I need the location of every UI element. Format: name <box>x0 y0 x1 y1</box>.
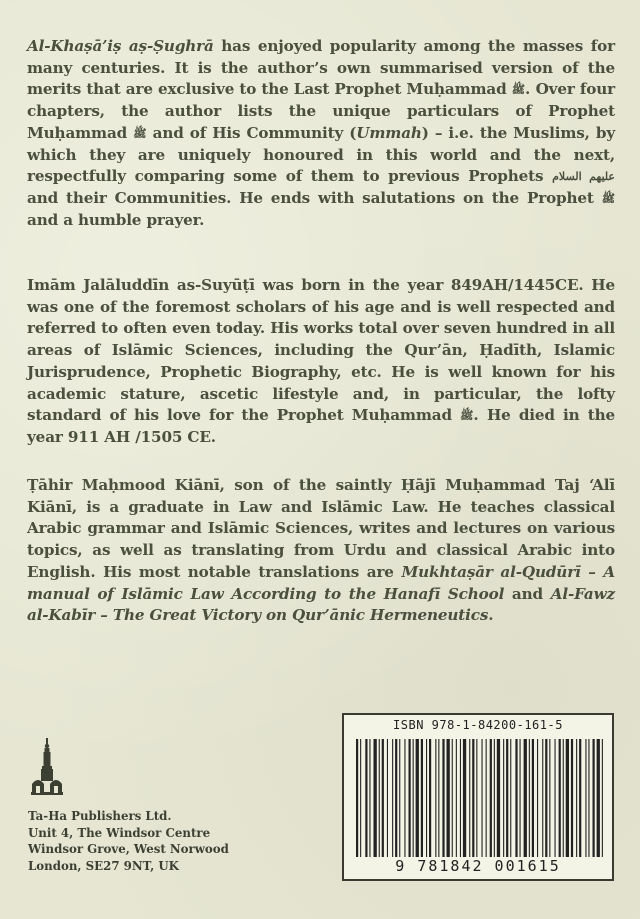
text-span: ) – i.e. the Muslims, by which they are uniquely honoured in this world and the next, respectfully comparing some of them to previous Prophets <box>27 123 615 186</box>
publisher-logo-icon <box>30 738 64 796</box>
address-line: London, SE27 9NT, UK <box>28 858 179 873</box>
barcode-bar <box>559 739 561 861</box>
barcode-bar <box>442 739 444 861</box>
salutation-glyph: ﷺ <box>460 409 474 423</box>
book-title-italic: Al-Fawz al-Kabīr – The Great Victory on Qur’ānic Hermeneutics <box>27 584 616 625</box>
barcode-bar <box>542 739 543 861</box>
publisher-address <box>28 808 229 874</box>
barcode-bar <box>566 739 569 861</box>
barcode-bar <box>463 739 466 861</box>
barcode-bar <box>497 739 500 861</box>
barcode-bar <box>369 739 370 861</box>
text-span: and <box>504 584 551 603</box>
barcode-bar <box>520 739 521 861</box>
book-description-paragraph <box>27 36 615 231</box>
barcode-bar <box>529 739 530 861</box>
text-span: . He died in the year 911 AH /1505 CE. <box>27 406 615 446</box>
barcode-bar <box>486 739 487 861</box>
barcode-bar <box>409 739 411 861</box>
barcode-bar <box>416 739 419 861</box>
barcode-bar <box>555 739 556 861</box>
barcode-bar <box>585 739 586 861</box>
isbn-number: 9 781842 001615 <box>344 857 612 875</box>
barcode-bar <box>490 739 492 861</box>
barcode-bar <box>563 739 564 861</box>
barcode-bar <box>476 739 477 861</box>
barcode-bar <box>435 739 436 861</box>
ummah-italic: Ummah <box>356 123 422 142</box>
address-line: Windsor Grove, West Norwood <box>28 842 229 857</box>
barcode-bar <box>494 739 495 861</box>
salutation-glyph: ﷺ <box>133 126 147 140</box>
barcode-bar <box>545 739 547 861</box>
barcode-bar <box>482 739 483 861</box>
barcode-bar <box>469 739 470 861</box>
barcode-bar <box>537 739 538 861</box>
barcode-bar <box>460 739 461 861</box>
barcode-bar <box>356 739 358 861</box>
isbn-label: ISBN 978-1-84200-161-5 <box>393 718 563 732</box>
barcode-bar <box>421 739 423 861</box>
barcode-bar <box>602 739 603 861</box>
barcode-bar <box>576 739 577 861</box>
barcode-bar <box>365 739 367 861</box>
barcode-bar <box>524 739 527 861</box>
barcode-bar <box>452 739 453 861</box>
address-line: Unit 4, The Windsor Centre <box>28 825 211 840</box>
text-span: has enjoyed popularity among the masses for many centuries. It is the author’s own summarised version of the merits that are exclusive to the Last Prophet Muḥammad <box>27 37 615 99</box>
text-span: Ṭāhir Maḥmood Kiānī, son of the saintly Ḥājī Muḥammad Taj ‘Alī Kiānī, is a graduate in Law and Islāmic Law. He teaches classical Arabic grammar and Islāmic Sciences, writes and lectures on various topics, as well as translating from Urdu and classical Arabic into English. His most notable translations are <box>27 476 615 581</box>
barcode-bar <box>506 739 508 861</box>
book-title-italic: Al-Khaṣā’iṣ aṣ-Ṣughrā <box>27 37 214 55</box>
barcode-bars <box>354 739 604 861</box>
author-bio-paragraph <box>27 275 615 449</box>
barcode-bar <box>588 739 589 861</box>
barcode-bar <box>472 739 474 861</box>
salutation-glyph: ﷺ <box>601 191 615 205</box>
barcode-bar <box>456 739 457 861</box>
barcode-bar <box>392 739 393 861</box>
salutation-glyph: ﷺ <box>511 83 526 97</box>
publisher-name: Ta-Ha Publishers Ltd. <box>28 809 172 823</box>
barcode-bar <box>549 739 550 861</box>
barcode-bar <box>399 739 400 861</box>
book-title-italic: Mukhtaṣār al-Qudūrī – A manual of Islāmic Law According to the Hanafī School <box>27 562 615 603</box>
barcode-bar <box>515 739 517 861</box>
barcode-bar <box>404 739 405 861</box>
barcode-bar <box>382 739 384 861</box>
barcode-bar <box>426 739 427 861</box>
text-span: Imām Jalāluddīn as-Suyūṭī was born in the year 849AH/1445CE. He was one of the foremost scholars of his age and is well respected and referred to often even today. His works total over seven hundred in all areas of Islāmic Sciences, including the Qur’ān, Ḥadīth, Islamic Jurisprudence, Prophetic Biography, etc. He is well known for his academic stature, ascetic lifestyle and, in particular, the lofty standard of his love for the Prophet Muḥammad <box>27 276 615 425</box>
barcode-bar <box>429 739 431 861</box>
salutation-glyph: عليهم السلام <box>552 170 615 184</box>
text-span: and a humble prayer. <box>27 210 205 229</box>
barcode-bar <box>503 739 504 861</box>
barcode-bar <box>510 739 511 861</box>
barcode-bar <box>571 739 573 861</box>
barcode-bar <box>579 739 581 861</box>
barcode-bar <box>597 739 600 861</box>
barcode-bar <box>413 739 414 861</box>
barcode-bar <box>374 739 377 861</box>
barcode-bar <box>532 739 534 861</box>
translator-bio-paragraph <box>27 475 615 627</box>
text-span: and their Communities. He ends with salutations on the Prophet <box>27 188 602 207</box>
barcode-bar <box>395 739 397 861</box>
barcode-bar <box>360 739 361 861</box>
text-span: and of His Community ( <box>146 123 357 142</box>
barcode-bar <box>387 739 388 861</box>
text-span: . <box>488 606 494 625</box>
barcode-bar <box>438 739 439 861</box>
text-span: . Over four chapters, the author lists the unique particulars of Prophet Muḥammad <box>27 80 615 142</box>
barcode-bar <box>447 739 450 861</box>
barcode-bar <box>593 739 595 861</box>
barcode-bar <box>379 739 380 861</box>
isbn-barcode <box>342 713 614 881</box>
